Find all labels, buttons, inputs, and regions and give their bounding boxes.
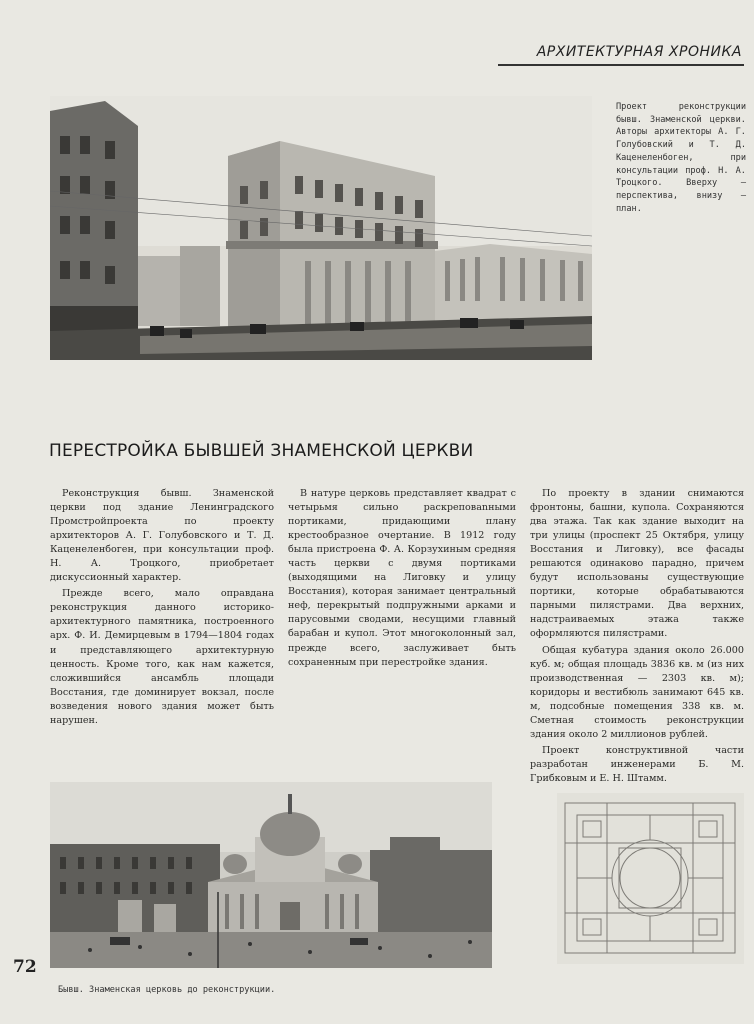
paragraph: Прежде всего, мало оправдана реконструкция данного историко-архитектурного памятника, построенного арх. Ф. И. Демирцевым в 1794—1804 годах и представляющего архитектурную ценность. Кроме того, как нам кажется, сложившийся ансамбль площади Восстания, где доминирует вокзал, после возведения нового здания может быть нарушен. xyxy=(50,588,274,726)
paragraph: В натуре церковь представляет квадрат с четырьмя сильно раскреповanными портиками, придающими плану крестообразное очертание. В 1912 году была пристроена Ф. А. Корзухиным средняя часть церкви с двумя портиками (выходящими на Лиговку и улицу Восстания), которая занимает центральный неф, перекрытый подпружными арками и парусовыми сводами, несущими главный барабан и купол. Этот многоколонный зал, прежде всего, заслуживает быть сохраненным при перестройке здания. xyxy=(288,488,516,668)
text-column-3 xyxy=(530,487,744,788)
perspective-caption: Проект реконструкции бывш. Знаменской церкви. Авторы архитекторы А. Г. Голубовский и Т. Д. Каценеленбоген, при консультации проф. Н. А. Троцкого. Вверху — перспектива, внизу — план. xyxy=(616,102,746,214)
paragraph: По проекту в здании снимаются фронтоны, башни, купола. Сохраняются два этажа. Так как здание выходит на три улицы (проспект 25 Октября, улицу Восстания и Лиговку), все фасады решаются одинаково парадно, причем будут использованы существующие портики, которые обрабатываются парными пилястрами. Два верхних, надстраиваемых этажа также оформляются пилястрами. xyxy=(530,488,744,640)
perspective-photo xyxy=(50,96,592,360)
floor-plan-drawing xyxy=(557,793,744,964)
church-photo xyxy=(50,782,492,968)
text-column-2 xyxy=(288,487,516,672)
header-rule xyxy=(498,64,744,66)
page-number: 72 xyxy=(13,957,37,977)
paragraph: Проект конструктивной части разработан инженерами Б. М. Грибковым и Е. Н. Штамм. xyxy=(530,744,744,784)
section-header: АРХИТЕКТУРНАЯ ХРОНИКА xyxy=(536,44,742,60)
church-photo-caption: Бывш. Знаменская церковь до реконструкции. xyxy=(58,985,276,995)
paragraph: Общая кубатура здания около 26.000 куб. м; общая площадь 3836 кв. м (из них производственная — 2303 кв. м); коридоры и вестибюль занимают 645 кв. м, подсобные помещения 338 кв. м. Сметная стоимость реконструкции здания около 2 миллионов рублей. xyxy=(530,644,744,740)
paragraph: Реконструкция бывш. Знаменской церкви под здание Ленинградского Промстройпроекта по проекту архитекторов А. Г. Голубовского и Т. Д. Каценеленбоген, при консультации проф. Н. А. Троцкого, приобретает дискуссионный характер. xyxy=(50,488,274,584)
article-title: ПЕРЕСТРОЙКА БЫВШЕЙ ЗНАМЕНСКОЙ ЦЕРКВИ xyxy=(49,441,474,461)
text-column-1 xyxy=(50,487,274,730)
